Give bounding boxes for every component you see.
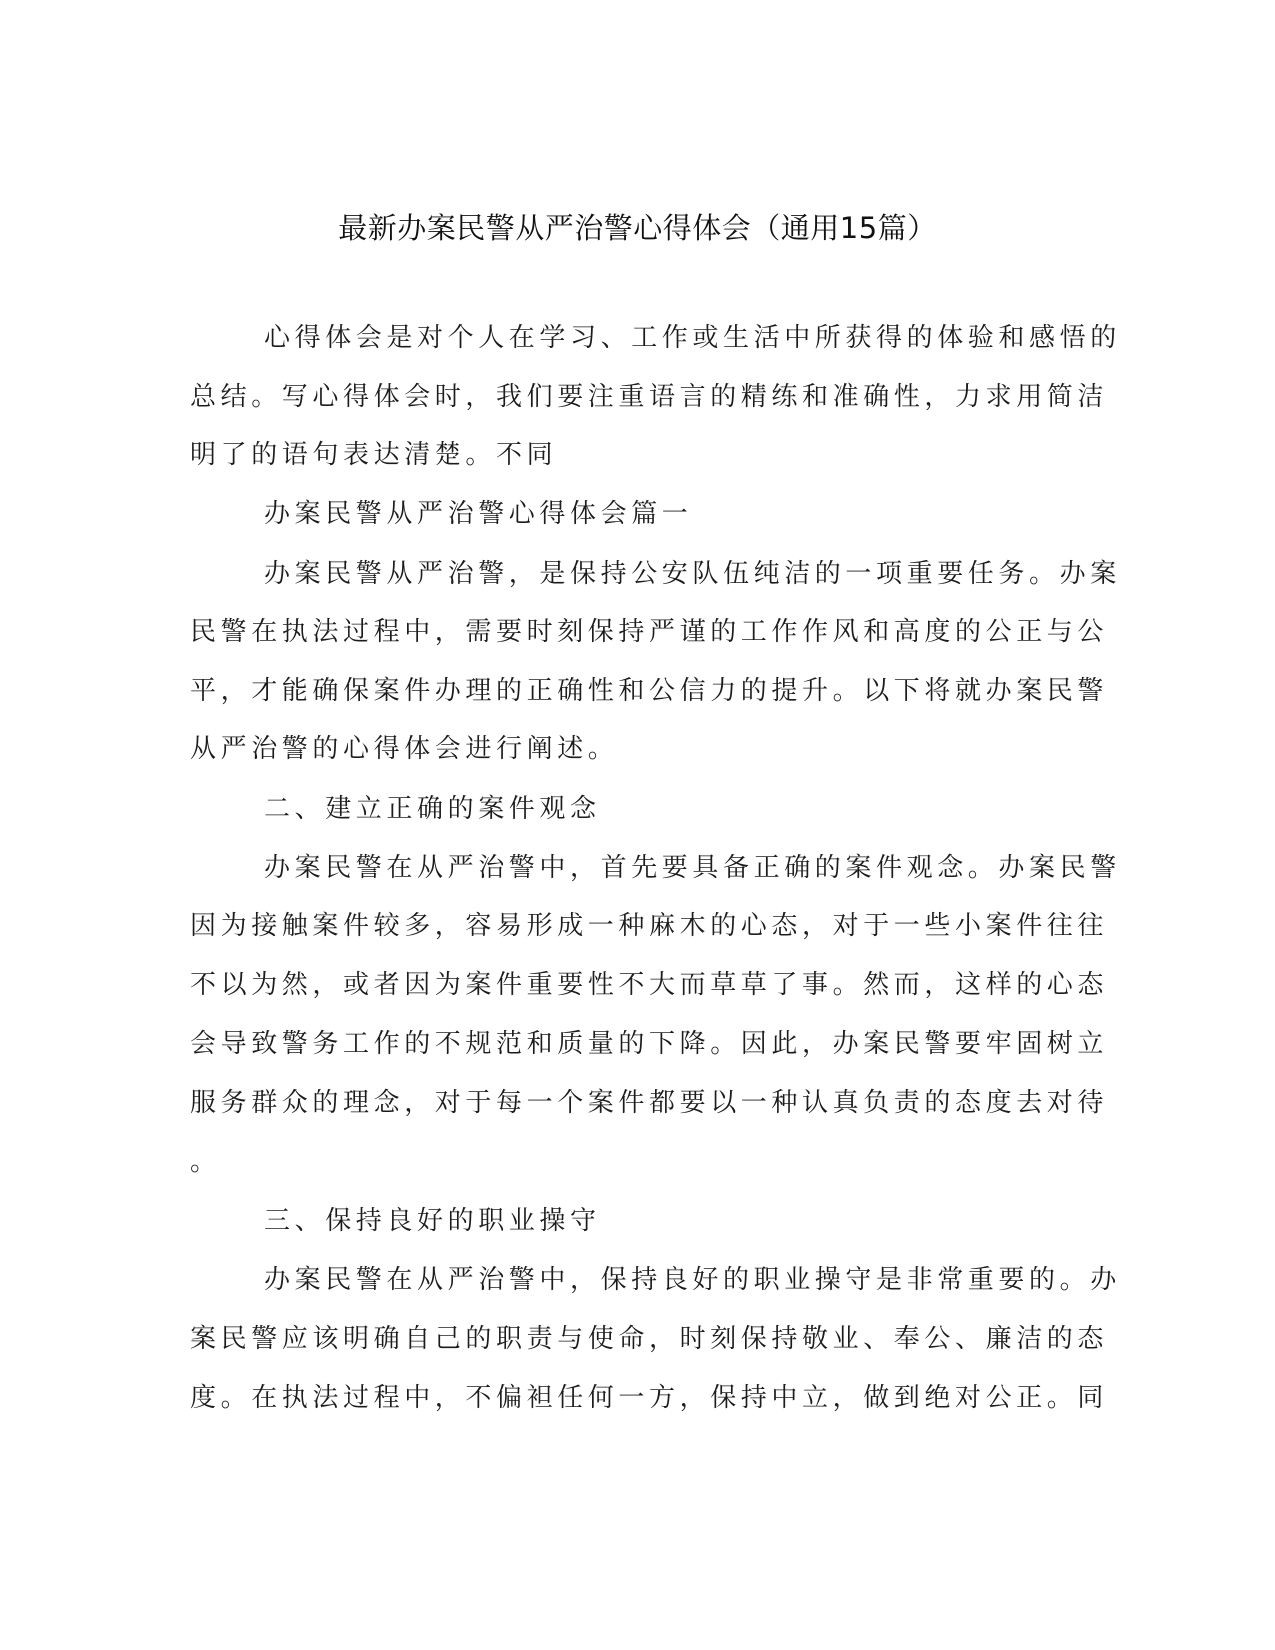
paragraph-line: 办案民警在从严治警中，保持良好的职业操守是非常重要的。办 xyxy=(264,1265,1121,1295)
document-title: 最新办案民警从严治警心得体会（通用15篇） xyxy=(338,211,937,245)
paragraph-line: 案民警应该明确自己的职责与使命，时刻保持敬业、奉公、廉洁的态 xyxy=(190,1324,1109,1354)
paragraph-line: 从严治警的心得体会进行阐述。 xyxy=(190,734,619,764)
paragraph-line: 会导致警务工作的不规范和质量的下降。因此，办案民警要牢固树立 xyxy=(190,1029,1109,1059)
paragraph-line: 办案民警从严治警，是保持公安队伍纯洁的一项重要任务。办案 xyxy=(264,559,1121,589)
paragraph-line: 度。在执法过程中，不偏袒任何一方，保持中立，做到绝对公正。同 xyxy=(190,1383,1109,1413)
intro-line-3: 明了的语句表达清楚。不同 xyxy=(190,440,558,470)
paragraph-line: 服务群众的理念，对于每一个案件都要以一种认真负责的态度去对待 xyxy=(190,1088,1109,1118)
paragraph-line: 。 xyxy=(190,1147,221,1177)
paragraph-line: 平，才能确保案件办理的正确性和公信力的提升。以下将就办案民警 xyxy=(190,676,1109,706)
intro-line-2: 总结。写心得体会时，我们要注重语言的精练和准确性，力求用简洁 xyxy=(190,382,1109,412)
subheading-three: 三、保持良好的职业操守 xyxy=(264,1206,601,1236)
paragraph-line: 办案民警在从严治警中，首先要具备正确的案件观念。办案民警 xyxy=(264,853,1121,883)
paragraph-line: 因为接触案件较多，容易形成一种麻木的心态，对于一些小案件往往 xyxy=(190,911,1109,941)
subheading-two: 二、建立正确的案件观念 xyxy=(264,794,601,824)
paragraph-line: 民警在执法过程中，需要时刻保持严谨的工作作风和高度的公正与公 xyxy=(190,617,1109,647)
section-heading-part-one: 办案民警从严治警心得体会篇一 xyxy=(264,499,693,529)
intro-line-1: 心得体会是对个人在学习、工作或生活中所获得的体验和感悟的 xyxy=(264,323,1121,353)
paragraph-line: 不以为然，或者因为案件重要性不大而草草了事。然而，这样的心态 xyxy=(190,970,1109,1000)
